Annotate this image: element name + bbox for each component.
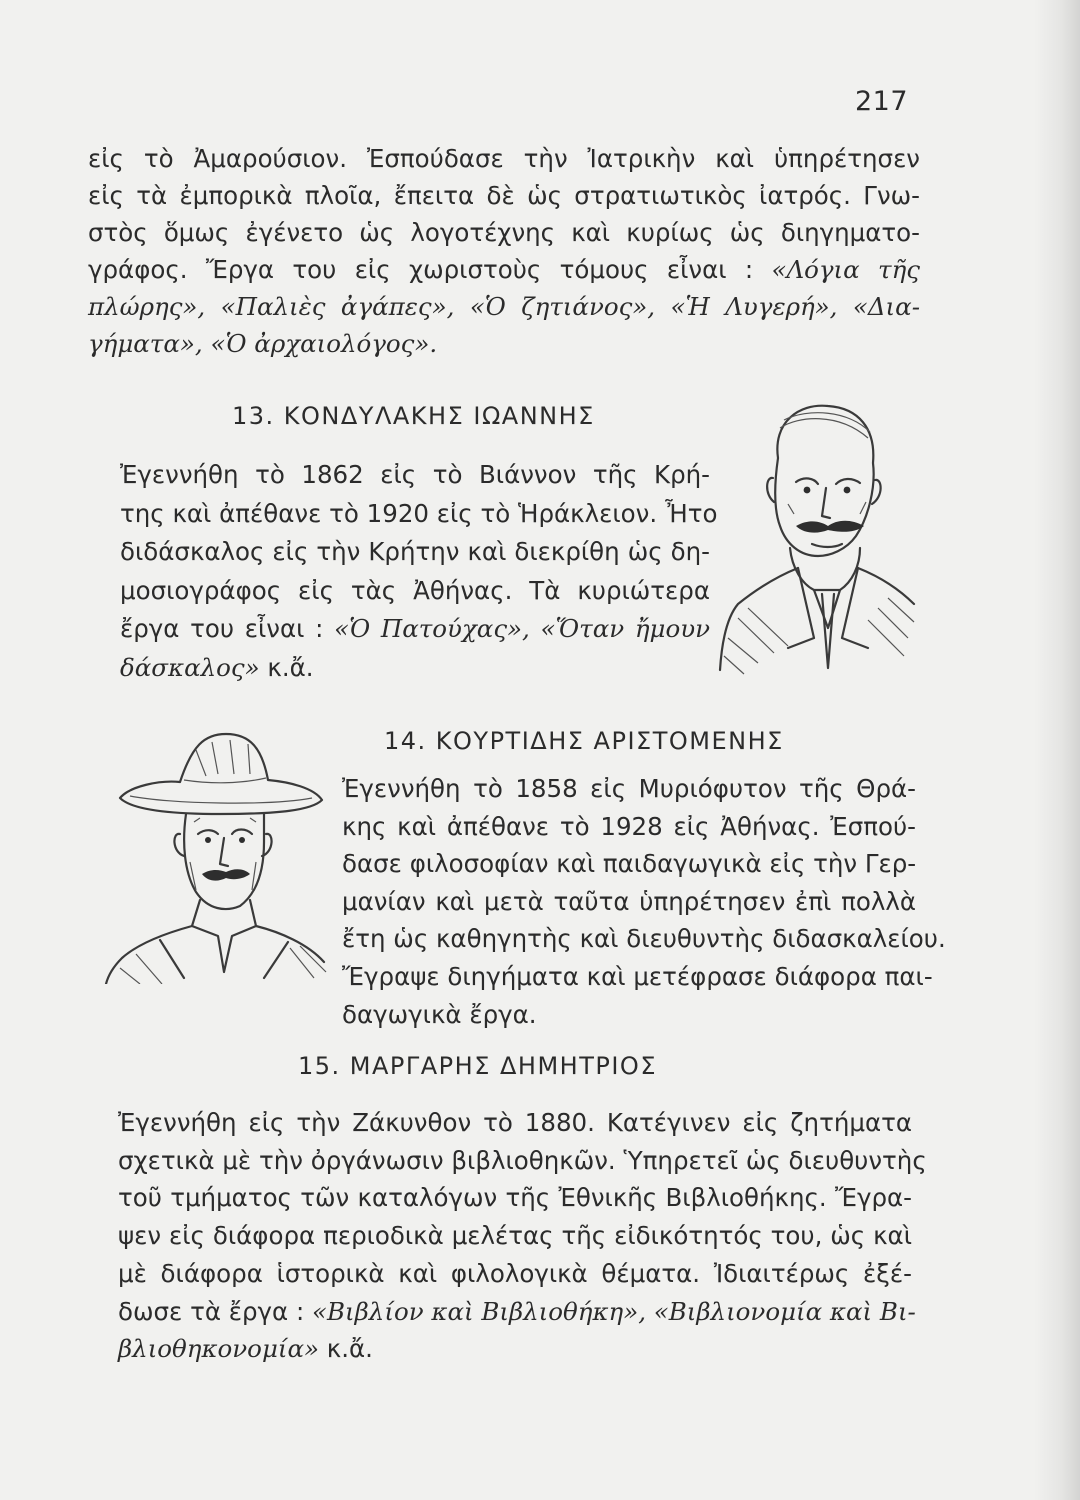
text-line xyxy=(118,1293,916,1331)
work-title: βλιοθηκονομία» xyxy=(118,1334,320,1364)
line-text: δωσε τὰ ἔργα : xyxy=(118,1296,305,1326)
portrait-kourtidis-illustration xyxy=(100,722,330,984)
text-line xyxy=(120,649,710,688)
text-line: ψεν εἰς διάφορα περιοδικὰ μελέτας τῆς εἰδικότητός του, ὡς καὶ xyxy=(118,1221,912,1251)
text-line: δαγωγικὰ ἔργα. xyxy=(342,999,537,1029)
section-13-paragraph xyxy=(120,456,718,687)
section-15-paragraph xyxy=(118,1104,927,1368)
text-line xyxy=(88,251,920,288)
text-line: μοσιογράφος εἰς τὰς Ἀθήνας. Τὰ κυριώτερα xyxy=(120,575,710,605)
text-line xyxy=(88,288,920,325)
text-line: της καὶ ἀπέθανε τὸ 1920 εἰς τὸ Ἡράκλειον. Ἦτο xyxy=(120,498,718,528)
work-title: «Λόγια τῆς xyxy=(771,255,920,284)
text-line: μανίαν καὶ μετὰ ταῦτα ὑπηρέτησεν ἐπὶ πολλὰ xyxy=(342,886,916,916)
text-line xyxy=(118,1330,912,1368)
text-line: Ἐγεννήθη τὸ 1858 εἰς Μυριόφυτον τῆς Θρά- xyxy=(342,774,916,803)
text-line: τοῦ τμήματος τῶν καταλόγων τῆς Ἐθνικῆς Βιβλιοθήκης. Ἔγρα- xyxy=(118,1183,912,1213)
text-line: εἰς τὰ ἐμπορικὰ πλοῖα, ἔπειτα δὲ ὡς στρατιωτικὸς ἰατρός. Γνω- xyxy=(88,181,920,210)
work-titles: «Βιβλίον καὶ Βιβλιοθήκη», «Βιβλιονομία καὶ Βι- xyxy=(312,1296,916,1326)
text-line: σχετικὰ μὲ τὴν ὀργάνωσιν βιβλιοθηκῶν. Ὑπηρετεῖ ὡς διευθυντὴς xyxy=(118,1145,927,1175)
text-line xyxy=(88,325,920,362)
page-number: 217 xyxy=(855,86,909,117)
text-line: Ἐγεννήθη τὸ 1862 εἰς τὸ Βιάννον τῆς Κρή- xyxy=(120,460,710,489)
intro-paragraph xyxy=(88,140,920,362)
work-titles: «Ὁ Πατούχας», «Ὅταν ἤμουν xyxy=(334,614,710,643)
work-titles: πλώρης», «Παλιὲς ἀγάπες», «Ὁ ζητιάνος», «Ἡ Λυγερή», «Δια- xyxy=(88,292,920,321)
text-line: στὸς ὅμως ἐγένετο ὡς λογοτέχνης καὶ κυρίως ὡς διηγηματο- xyxy=(88,218,920,247)
text-line: μὲ διάφορα ἱστορικὰ καὶ φιλολογικὰ θέματα. Ἰδιαιτέρως ἐξέ- xyxy=(118,1258,912,1288)
text-line: διδάσκαλος εἰς τὴν Κρήτην καὶ διεκρίθη ὡς δη- xyxy=(120,537,710,566)
text-line: δασε φιλοσοφίαν καὶ παιδαγωγικὰ εἰς τὴν Γερ- xyxy=(342,849,917,879)
work-title: δάσκαλος» xyxy=(120,652,260,682)
work-titles: γήματα», «Ὁ ἀρχαιολόγος». xyxy=(88,329,438,358)
section-heading-13: 13. ΚΟΝΔΥΛΑΚΗΣ ΙΩΑΝΝΗΣ xyxy=(232,402,595,430)
text-line: κης καὶ ἀπέθανε τὸ 1928 εἰς Ἀθήνας. Ἐσπού- xyxy=(342,811,916,841)
text-line: εἰς τὸ Ἀμαρούσιον. Ἐσπούδασε τὴν Ἰατρικὴν καὶ ὑπηρέτησεν xyxy=(88,144,920,173)
text-line: Ἐγεννήθη εἰς τὴν Ζάκυνθον τὸ 1880. Κατέγινεν εἰς ζητήματα xyxy=(118,1108,912,1137)
line-text: ἔργα του εἶναι : xyxy=(120,614,324,643)
text-line: Ἔγραψε διηγήματα καὶ μετέφρασε διάφορα παι- xyxy=(342,961,933,991)
text-line: ἔτη ὡς καθηγητὴς καὶ διευθυντὴς διδασκαλείου. xyxy=(342,924,946,954)
text-line xyxy=(120,610,710,649)
section-heading-14: 14. ΚΟΥΡΤΙΔΗΣ ΑΡΙΣΤΟΜΕΝΗΣ xyxy=(384,727,784,755)
line-text: κ.ἄ. xyxy=(319,1334,373,1364)
section-heading-15: 15. ΜΑΡΓΑΡΗΣ ΔΗΜΗΤΡΙΟΣ xyxy=(298,1052,657,1080)
page-edge-shadow xyxy=(1034,0,1080,1500)
portrait-kondylakis-illustration xyxy=(718,398,918,678)
line-text: κ.ἄ. xyxy=(259,652,314,682)
line-text: γράφος. Ἔργα του εἰς χωριστοὺς τόμους εἶναι : xyxy=(88,255,754,284)
section-14-paragraph xyxy=(342,770,946,1033)
